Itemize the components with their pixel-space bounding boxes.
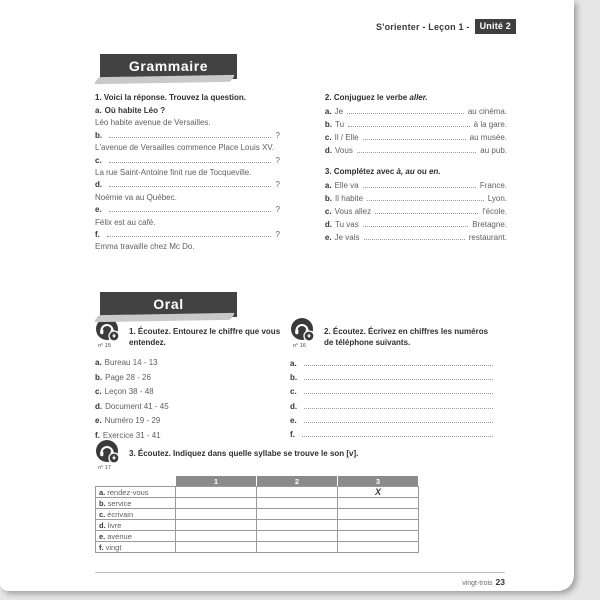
syllable-cell	[176, 531, 257, 542]
column-header: 1	[176, 476, 257, 487]
question-line	[95, 155, 280, 167]
item-letter: c.	[95, 387, 102, 397]
unit-badge: Unité 2	[475, 19, 516, 34]
item-letter: c.	[324, 133, 332, 142]
choice-text: Leçon 38 - 48	[104, 387, 154, 397]
item-letter: b.	[95, 130, 103, 140]
sentence-end: Bretagne.	[472, 220, 507, 229]
syllable-cell	[338, 509, 419, 520]
answer-blank-line	[107, 236, 272, 237]
lesson-title: S'orienter - Leçon 1 -	[376, 21, 470, 32]
audio-track-block	[95, 439, 125, 471]
answer-text: L'avenue de Versailles commence Place Louis XV.	[95, 143, 275, 153]
write-line	[290, 385, 497, 399]
sentence-end: au musée.	[469, 133, 507, 142]
choice-item	[95, 356, 295, 371]
question-mark: ?	[275, 180, 280, 190]
syllable-cell	[338, 542, 419, 553]
answer-blank-line	[367, 200, 484, 201]
headphones-audio-icon	[95, 439, 121, 465]
table-row	[96, 520, 419, 531]
sentence-start: Vous	[335, 146, 353, 155]
choice-item	[95, 385, 295, 400]
answer-blank-line	[302, 436, 493, 437]
syllable-cell	[176, 542, 257, 553]
item-letter: e.	[95, 205, 102, 215]
item-letter: d.	[95, 401, 103, 411]
table-header-row	[96, 476, 419, 487]
answer-blank-line	[348, 126, 470, 127]
page-number-digit: 23	[495, 577, 505, 587]
fill-line	[325, 231, 507, 244]
table-row	[96, 509, 419, 520]
write-line	[290, 414, 497, 428]
item-letter: e.	[324, 233, 332, 242]
sentence-start: Je vais	[334, 233, 360, 242]
fill-line	[325, 144, 507, 157]
syllable-cell	[257, 509, 338, 520]
item-letter: c.	[290, 387, 297, 397]
audio-track-number: n° 15	[98, 343, 111, 349]
exercise-title: 1. Voici la réponse. Trouvez la question.	[95, 93, 247, 102]
syllable-cell	[257, 487, 338, 498]
sentence-end: Lyon.	[487, 194, 507, 203]
answer-blank-line	[109, 186, 271, 187]
item-letter: a.	[324, 181, 332, 190]
sentence-start: Il / Elle	[334, 133, 359, 142]
section-badge-grammaire: Grammaire	[100, 54, 237, 79]
sentence-end: restaurant.	[468, 233, 507, 242]
sentence-end: au pub.	[480, 146, 507, 155]
question-mark: ?	[275, 130, 280, 140]
choice-text: Exercice 31 - 41	[102, 430, 161, 440]
table-row	[96, 531, 419, 542]
table-row	[96, 498, 419, 509]
answer-blank-line	[347, 113, 464, 114]
syllable-cell	[176, 509, 257, 520]
choice-item	[95, 400, 298, 415]
item-letter: a.	[324, 107, 332, 116]
word-cell: d. livre	[96, 520, 176, 531]
fill-line	[325, 105, 507, 118]
exercise-oral-2	[290, 317, 497, 442]
sentence-start: Vous allez	[334, 207, 372, 216]
item-letter: e.	[290, 415, 297, 425]
word-cell: f. vingt	[96, 542, 176, 553]
answer-blank-line	[304, 365, 493, 366]
syllable-cell	[338, 520, 419, 531]
exercise-oral-1	[95, 317, 298, 444]
audio-track-number: n° 16	[293, 343, 306, 349]
write-line	[290, 400, 497, 414]
syllable-cell	[257, 531, 338, 542]
answer-text: Emma travaille chez Mc Do.	[95, 242, 195, 252]
fill-line	[325, 131, 507, 144]
item-letter: e.	[95, 416, 102, 426]
page-number	[462, 577, 505, 587]
syllable-cell	[257, 520, 338, 531]
item-letter: d.	[290, 401, 298, 411]
syllable-cell: X	[338, 487, 419, 498]
write-lines	[290, 357, 497, 442]
answer-blank-line	[363, 226, 469, 227]
headphones-audio-icon	[290, 317, 316, 343]
exercise-title: 2. Conjuguez le verbe aller.	[324, 93, 428, 102]
table-corner-cell	[96, 476, 176, 487]
item-letter: f.	[290, 430, 295, 440]
exercise-header	[95, 439, 425, 471]
question-mark: ?	[275, 205, 280, 215]
exercise-grammaire-3	[325, 167, 507, 244]
answer-text: Félix est au café.	[95, 217, 156, 227]
item-letter: b.	[290, 373, 298, 383]
table-row	[96, 487, 419, 498]
word-cell: e. avenue	[96, 531, 176, 542]
sentence-start: Elle va	[334, 181, 359, 190]
item-letter: a.	[95, 106, 102, 115]
exercise-oral-3	[95, 439, 425, 553]
syllable-cell	[338, 531, 419, 542]
column-header: 2	[257, 476, 338, 487]
exercise-title: 2. Écoutez. Écrivez en chiffres les numéros de téléphone suivants.	[324, 327, 489, 347]
syllable-cell	[176, 520, 257, 531]
sentence-start: Je	[334, 107, 344, 116]
item-letter: d.	[324, 146, 333, 155]
grammaire-right-column	[325, 93, 507, 254]
fill-line	[325, 192, 507, 205]
table-row	[96, 542, 419, 553]
item-letter: c.	[324, 207, 332, 216]
item-letter: b.	[324, 194, 333, 203]
audio-track-number: n° 17	[98, 465, 111, 471]
question-line	[95, 130, 280, 142]
answer-blank-line	[109, 162, 272, 163]
answer-text: Noémie va au Québec.	[95, 192, 177, 202]
answer-blank-line	[357, 152, 476, 153]
exercise-header	[95, 317, 295, 349]
answer-text: Léo habite avenue de Versailles.	[95, 118, 211, 128]
exercise-grammaire-2	[325, 93, 507, 157]
question-line	[95, 179, 280, 191]
syllable-cell	[257, 542, 338, 553]
fill-line	[325, 218, 507, 231]
item-letter: d.	[324, 220, 333, 229]
item-letter: d.	[95, 180, 103, 190]
audio-track-block	[290, 317, 320, 349]
sentence-end: l'école.	[482, 207, 507, 216]
item-letter: b.	[324, 120, 333, 129]
exercise-title: 3. Écoutez. Indiquez dans quelle syllabe se trouve le son [v].	[129, 449, 359, 458]
sentence-start: Tu	[335, 120, 345, 129]
footer-divider	[95, 572, 505, 573]
sentence-end: France.	[479, 181, 507, 190]
exercise-title: 1. Écoutez. Entourez le chiffre que vous entendez.	[129, 327, 281, 347]
exercise-grammaire-1	[95, 93, 280, 254]
answer-blank-line	[375, 213, 478, 214]
choice-text: Document 41 - 45	[105, 401, 169, 411]
item-letter: f.	[95, 230, 100, 240]
choice-item	[95, 371, 298, 386]
answer-blank-line	[304, 422, 493, 423]
write-line	[290, 357, 497, 371]
answer-text: La rue Saint-Antoine finit rue de Tocqueville.	[95, 168, 252, 178]
sentence-start: Il habite	[335, 194, 364, 203]
item-letter: a.	[95, 358, 102, 367]
word-cell: b. service	[96, 498, 176, 509]
choice-text: Bureau 14 - 13	[104, 358, 158, 367]
answer-blank-line	[363, 139, 466, 140]
choice-item	[95, 414, 295, 429]
sentence-start: Tu vas	[335, 220, 359, 229]
syllable-cell	[176, 498, 257, 509]
answer-blank-line	[363, 187, 476, 188]
word-cell: c. écrivain	[96, 509, 176, 520]
answer-blank-line	[304, 379, 493, 380]
question-line	[95, 229, 280, 241]
syllable-table	[95, 475, 419, 553]
sentence-end: à la gare.	[473, 120, 507, 129]
choice-list	[95, 356, 298, 444]
column-header: 3	[338, 476, 419, 487]
item-letter: f.	[95, 430, 100, 440]
syllable-cell	[338, 498, 419, 509]
question-line	[95, 204, 280, 216]
syllable-cell	[257, 498, 338, 509]
answer-blank-line	[109, 211, 272, 212]
answer-blank-line	[304, 408, 493, 409]
fill-line	[325, 179, 507, 192]
answer-blank-line	[364, 239, 465, 240]
fill-line	[325, 118, 507, 131]
syllable-cell	[176, 487, 257, 498]
grammaire-section	[95, 93, 507, 254]
exercise-header	[290, 317, 497, 349]
sentence-end: au cinéma.	[467, 107, 507, 116]
page-number-word: vingt-trois	[462, 580, 493, 587]
question-text: Où habite Léo ?	[104, 106, 166, 115]
item-letter: c.	[95, 155, 102, 165]
question-mark: ?	[275, 230, 280, 240]
answer-blank-line	[304, 393, 493, 394]
section-badge-oral: Oral	[100, 292, 237, 317]
word-cell: a. rendez-vous	[96, 487, 176, 498]
question-mark: ?	[275, 155, 280, 165]
fill-line	[325, 205, 507, 218]
question-line	[95, 105, 280, 117]
choice-text: Page 28 - 26	[105, 372, 151, 382]
exercise-title: 3. Complétez avec à, au ou en.	[324, 167, 441, 176]
answer-blank-line	[109, 137, 271, 138]
page-header	[376, 19, 516, 34]
write-line	[290, 371, 497, 385]
item-letter: b.	[95, 372, 103, 382]
choice-text: Numéro 19 - 29	[104, 416, 161, 426]
item-letter: a.	[290, 359, 297, 368]
